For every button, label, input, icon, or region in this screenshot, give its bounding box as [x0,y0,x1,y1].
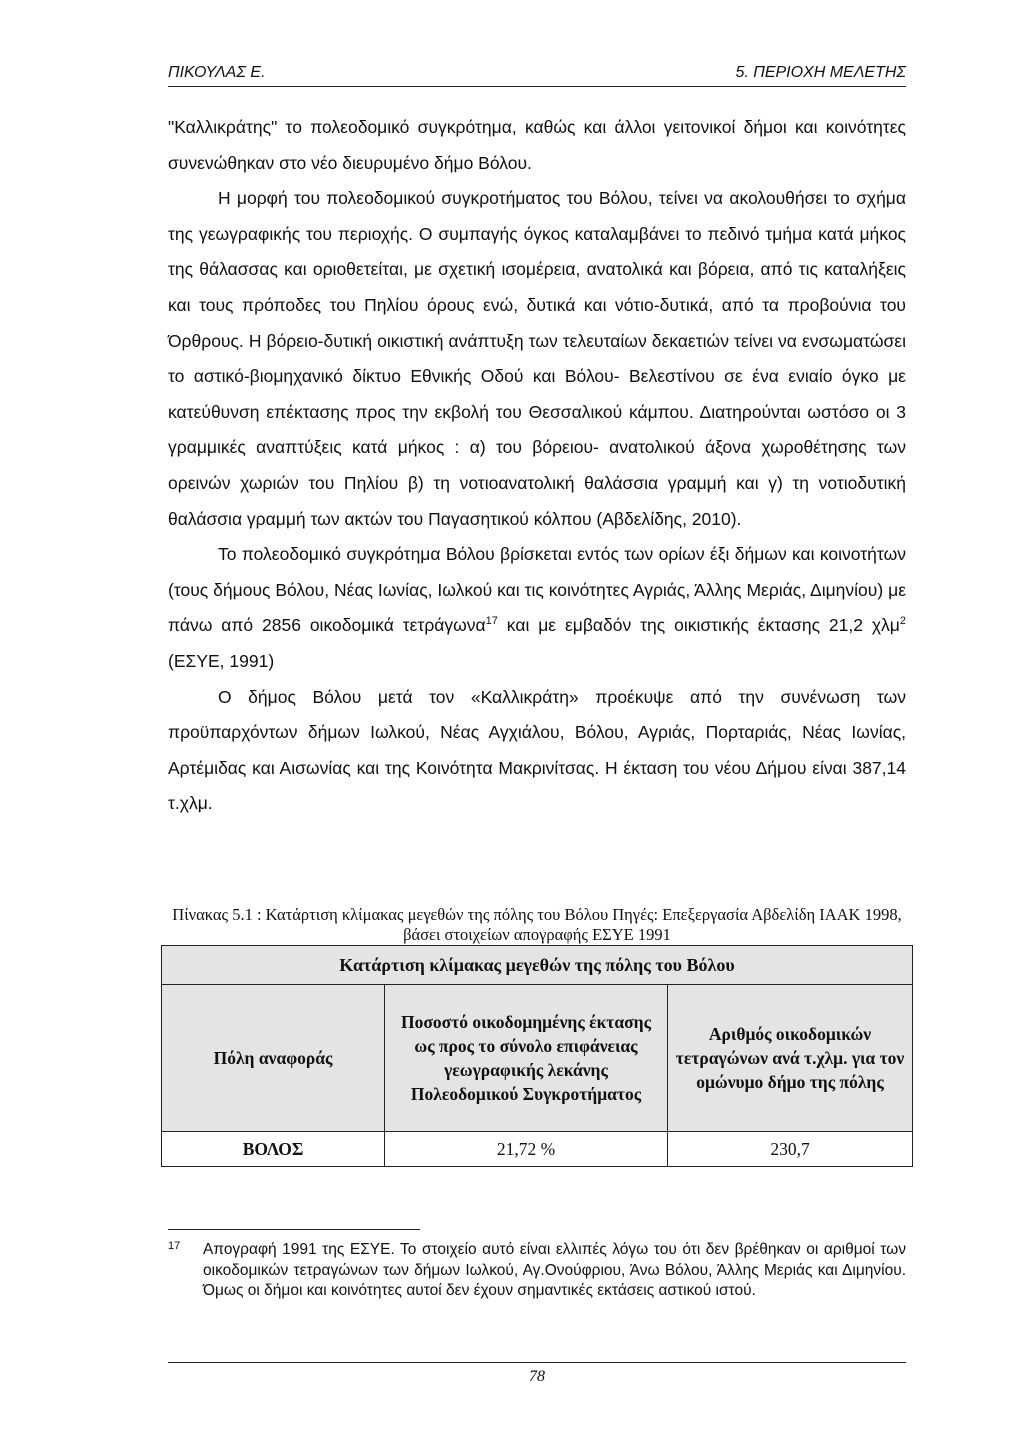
page-number: 78 [529,1368,545,1385]
page-header [168,58,906,87]
paragraph-3-middle: και με εμβαδόν της οικιστικής έκτασης 21,2 χλμ [497,615,900,636]
table-cell: 21,72 % [385,1132,668,1167]
paragraph-4: Ο δήμος Βόλου μετά τον «Καλλικράτη» προέκυψε από την συνένωση των προϋπαρχόντων δήμων Ιωλκού, Νέας Αγχιάλου, Βόλου, Αγριάς, Πορταριάς, Νέας Ιωνίας, Αρτέμιδας και Αισωνίας και της Κοινότητα Μακρινίτσας. Η έκταση του νέου Δήμου είναι 387,14 τ.χλμ. [168,686,906,814]
footnote-number: 17 [168,1240,181,1252]
table-row [162,1132,913,1167]
paragraph-3 [168,537,906,679]
header-author: ΠΙΚΟΥΛΑΣ Ε. [168,64,266,81]
table-title-row [162,946,913,985]
footnote [168,1240,906,1302]
table-cell: ΒΟΛΟΣ [162,1132,385,1167]
paragraph-1: "Καλλικράτης" το πολεοδομικό συγκρότημα, καθώς και άλλοι γειτονικοί δήμοι και κοινότητες συνενώθηκαν στο νέο διευρυμένο δήμο Βόλου. [168,117,906,173]
table-header-row [162,985,913,1132]
paragraph-3-after: (ΕΣΥΕ, 1991) [168,650,275,671]
table-cell: 230,7 [668,1132,913,1167]
body-text [168,110,906,822]
table-title: Κατάρτιση κλίμακας μεγεθών της πόλης του Βόλου [162,946,913,985]
paragraph-2: Η μορφή του πολεοδομικού συγκροτήματος του Βόλου, τείνει να ακολουθήσει το σχήμα της γεωγραφικής του περιοχής. Ο συμπαγής όγκος καταλαμβάνει το πεδινό τμήμα κατά μήκος της θάλασσας και οριοθετείται, με σχετική ισομέρεια, ανατολικά και βόρεια, από τις καταλήξεις και τους πρόποδες του Πηλίου όρους ενώ, δυτικά και νότιο-δυτικά, από τα προβούνια του Όρθρους. Η βόρειο-δυτική οικιστική ανάπτυξη των τελευταίων δεκαετιών τείνει να ενσωματώσει το αστικό-βιομηχανικό δίκτυο Εθνικής Οδού και Βόλου- Βελεστίνου σε ένα ενιαίο όγκο με κατεύθυνση επέκτασης προς την εκβολή του Θεσσαλικού κάμπου. Διατηρούνται ωστόσο οι 3 γραμμικές αναπτύξεις κατά μήκος : α) του βόρειου- ανατολικού άξονα χωροθέτησης των ορεινών χωριών του Πηλίου β) τη νοτιοανατολική θαλάσσια γραμμή και γ) τη νοτιοδυτική θαλάσσια γραμμή των ακτών του Παγασητικού κόλπου (Αβδελίδης, 2010). [168,188,906,529]
footnote-reference: 17 [485,615,498,628]
paragraph-3-before: Το πολεοδομικό συγκρότημα Βόλου βρίσκεται εντός των ορίων έξι δήμων και κοινοτήτων (τους δήμους Βόλου, Νέας Ιωνίας, Ιωλκού και τις κοινότητες Αγριάς, Άλλης Μεριάς, Διμηνίου) με πάνω από 2856 οικοδομικά τετράγωνα [168,544,906,636]
column-header: Ποσοστό οικοδομημένης έκτασης ως προς το σύνολο επιφάνειας γεωγραφικής λεκάνης Πολεοδομικού Συγκροτήματος [385,985,668,1132]
table-caption: Πίνακας 5.1 : Κατάρτιση κλίμακας μεγεθών της πόλης του Βόλου Πηγές: Επεξεργασία Αβδελίδη ΙΑΑΚ 1998, βάσει στοιχείων απογραφής ΕΣΥΕ 1991 [172,905,902,944]
data-table [161,945,913,1167]
header-chapter: 5. ΠΕΡΙΟΧΗ ΜΕΛΕΤΗΣ [735,64,906,81]
footnote-text: Απογραφή 1991 της ΕΣΥΕ. Το στοιχείο αυτό είναι ελλιπές λόγω του ότι δεν βρέθηκαν οι αριθμοί των οικοδομικών τετραγώνων των δήμων Ιωλκού, Αγ.Ονούφριου, Άνω Βόλου, Άλλης Μεριάς και Διμηνίου. Όμως οι δήμοι και κοινότητες αυτοί δεν έχουν σημαντικές εκτάσεις αστικού ιστού. [203,1241,906,1299]
footer-divider [168,1362,906,1363]
column-header: Πόλη αναφοράς [162,985,385,1132]
area-superscript: 2 [899,615,906,628]
footnote-divider [168,1229,420,1230]
column-header: Αριθμός οικοδομικών τετραγώνων ανά τ.χλμ. για τον ομώνυμο δήμο της πόλης [668,985,913,1132]
